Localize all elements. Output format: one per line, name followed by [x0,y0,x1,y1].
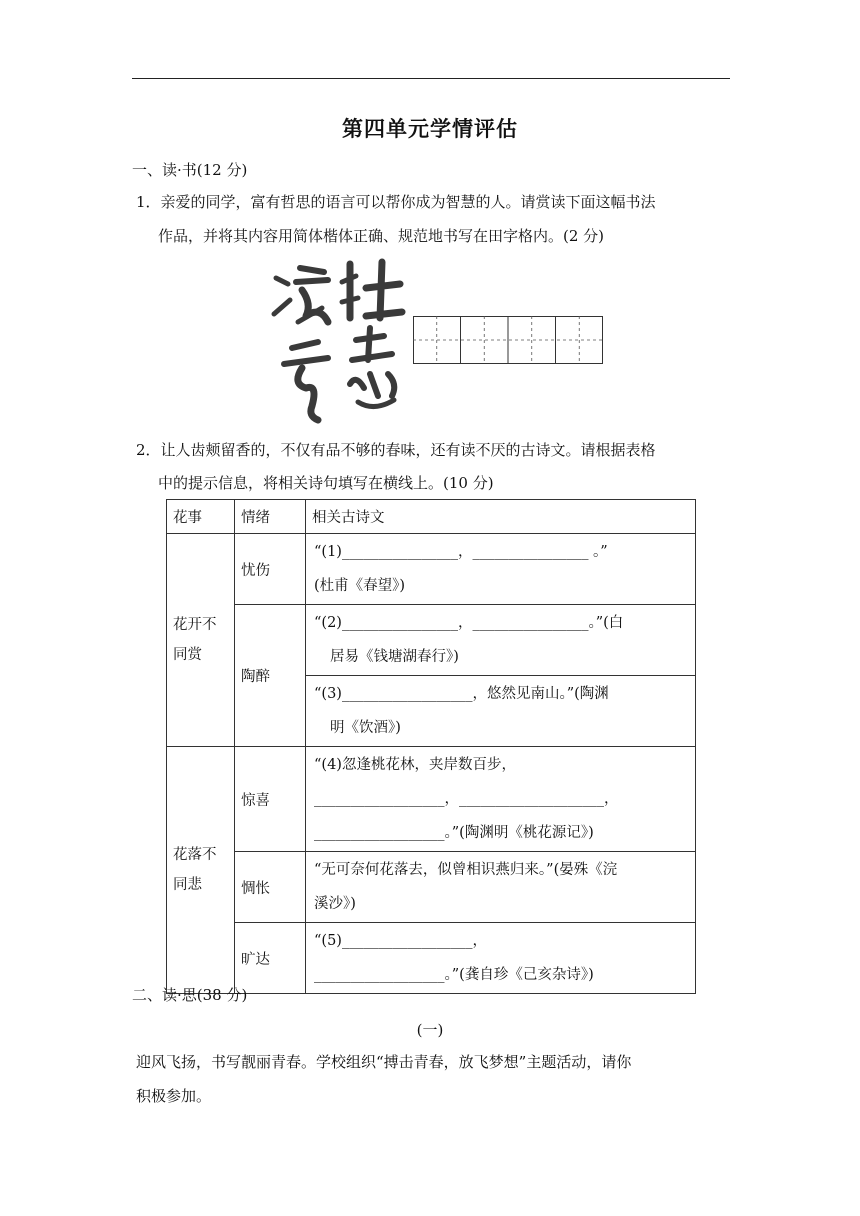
question-2-line-2: 中的提示信息，将相关诗句填写在横线上。(10 分) [158,474,494,492]
poem-cell-5: “无可奈何花落去，似曾相识燕归来。”(晏殊《浣 溪沙》) [306,852,696,923]
poem-cell-6[interactable]: “(5)__________________， __________________。”(龚自珍《己亥杂诗》) [306,923,696,994]
question-1-line-1: 1．亲爱的同学，富有哲思的语言可以帮你成为智慧的人。请赏读下面这幅书法 [136,193,656,211]
header-rule [132,78,730,79]
emotion-cell: 陶醉 [235,605,306,747]
question-1-line-2: 作品，并将其内容用简体楷体正确、规范地书写在田字格内。(2 分) [158,227,605,245]
header-emotion: 情绪 [235,500,306,534]
question-2-line-1: 2．让人齿颊留香的，不仅有品不够的春味，还有读不厌的古诗文。请根据表格 [136,441,656,459]
emotion-cell: 忧伤 [235,534,306,605]
group-bloom: 花开不同赏 [167,534,235,747]
poem-cell-3[interactable]: “(3)__________________，悠然见南山。”(陶渊 明《饮酒》) [306,676,696,747]
header-flower-event: 花事 [167,500,235,534]
header-poems: 相关古诗文 [306,500,696,534]
tianzige-grid[interactable] [413,316,603,364]
reading-line-1: 迎风飞扬，书写靓丽青春。学校组织“搏击青春，放飞梦想”主题活动，请你 [136,1053,632,1071]
emotion-cell: 惊喜 [235,747,306,852]
poem-cell-4[interactable]: “(4)忽逢桃花林，夹岸数百步， __________________，____________________， __________________。”(陶渊明《桃花源记》) [306,747,696,852]
section-1-heading: 一、读·书(12 分) [132,161,248,179]
poem-table [166,499,696,994]
reading-line-2: 积极参加。 [136,1087,212,1105]
emotion-cell: 惆怅 [235,852,306,923]
poem-cell-1[interactable]: “(1)________________，________________ 。” (杜甫《春望》) [306,534,696,605]
page-title: 第四单元学情评估 [342,117,518,141]
group-fall: 花落不同悲 [167,747,235,994]
part-heading: (一) [416,1021,444,1039]
poem-cell-2[interactable]: “(2)________________，________________。”(白 居易《钱塘湖春行》) [306,605,696,676]
calligraphy-image [266,256,406,426]
section-2-heading: 二、读·思(38 分) [132,986,248,1004]
emotion-cell: 旷达 [235,923,306,994]
